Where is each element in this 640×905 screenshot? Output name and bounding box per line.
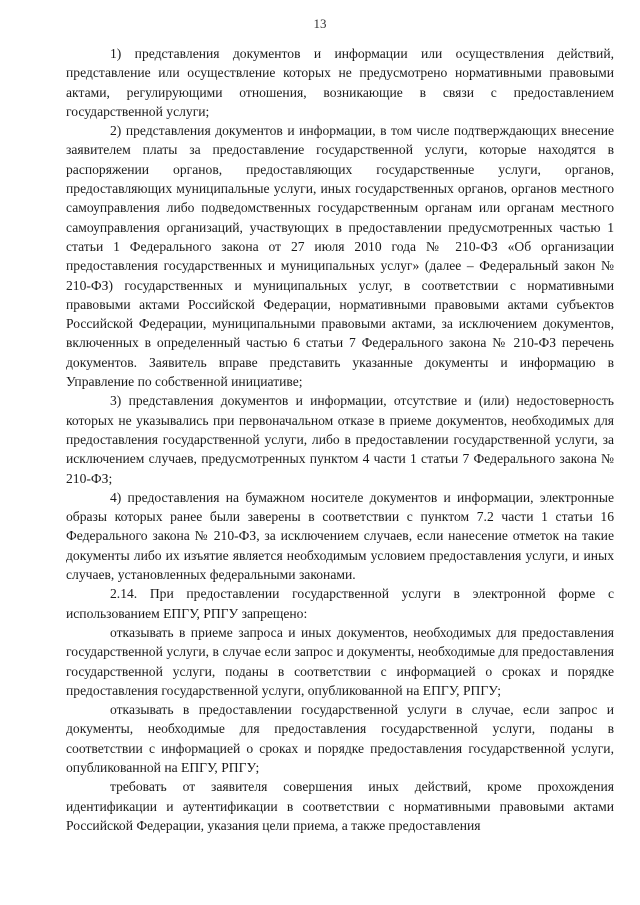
paragraph-section-2-14: 2.14. При предоставлении государственной услуги в электронной форме с использованием ЕПГУ, РПГУ запрещено:: [66, 586, 614, 621]
paragraph-prohibition-1: отказывать в приеме запроса и иных документов, необходимых для предоставления государственной услуги, в случае если запрос и документы, необходимые для предоставления государственной услуги, поданы в соответствии с информацией о сроках и порядке предоставления государственной услуги, опубликованной на ЕПГУ, РПГУ;: [66, 624, 614, 698]
paragraph-item-4: 4) предоставления на бумажном носителе документов и информации, электронные образы которых ранее были заверены в соответствии с пунктом 7.2 части 1 статьи 16 Федерального закона № 210-ФЗ, за исключением случаев, если нанесение отметок на такие документы либо их изъятие является необходимым условием предоставления услуги, и иных случаев, установленных федеральными законами.: [66, 489, 614, 583]
paragraph-prohibition-3: требовать от заявителя совершения иных действий, кроме прохождения идентификации и аутентификации в соответствии с нормативными правовыми актами Российской Федерации, указания цели приема, а также предоставления: [66, 779, 614, 833]
paragraph-prohibition-2: отказывать в предоставлении государственной услуги в случае, если запрос и документы, необходимые для предоставления государственной услуги, поданы в соответствии с информацией о сроках и порядке предоставления государственной услуги, опубликованной на ЕПГУ, РПГУ;: [66, 702, 614, 775]
page-number: 13: [313, 16, 327, 31]
paragraph-item-3: 3) представления документов и информации, отсутствие и (или) недостоверность которых не указывались при первоначальном отказе в приеме документов, необходимых для предоставления государственной услуги, либо в предоставлении государственной услуги, за исключением случаев, предусмотренных пунктом 4 части 1 статьи 7 Федерального закона № 210-ФЗ;: [66, 393, 614, 486]
paragraph-item-1: 1) представления документов и информации или осуществления действий, представление или осуществление которых не предусмотрено нормативными правовыми актами, регулирующими отношения, возникающие в связи с предоставлением государственной услуги;: [66, 46, 614, 119]
document-body: [66, 44, 614, 835]
paragraph-item-2: 2) представления документов и информации, в том числе подтверждающих внесение заявителем платы за предоставление государственной услуги, которые находятся в распоряжении органов, предоставляющих государственные услуги, органов, предоставляющих муниципальные услуги, иных государственных органов, органов местного самоуправления либо подведомственных государственным органам или органам местного самоуправления организаций, участвующих в предоставлении предусмотренных частью 1 статьи 1 Федерального закона от 27 июля 2010 года № 210-ФЗ «Об организации предоставления государственных и муниципальных услуг» (далее – Федеральный закон № 210-ФЗ) государственных и муниципальных услуг, в соответствии с нормативными правовыми актами Российской Федерации, нормативными правовыми актами субъектов Российской Федерации, муниципальными правовыми актами, за исключением документов, включенных в определенный частью 6 статьи 7 Федерального закона № 210-ФЗ перечень документов. Заявитель вправе представить указанные документы и информацию в Управление по собственной инициативе;: [66, 123, 614, 390]
